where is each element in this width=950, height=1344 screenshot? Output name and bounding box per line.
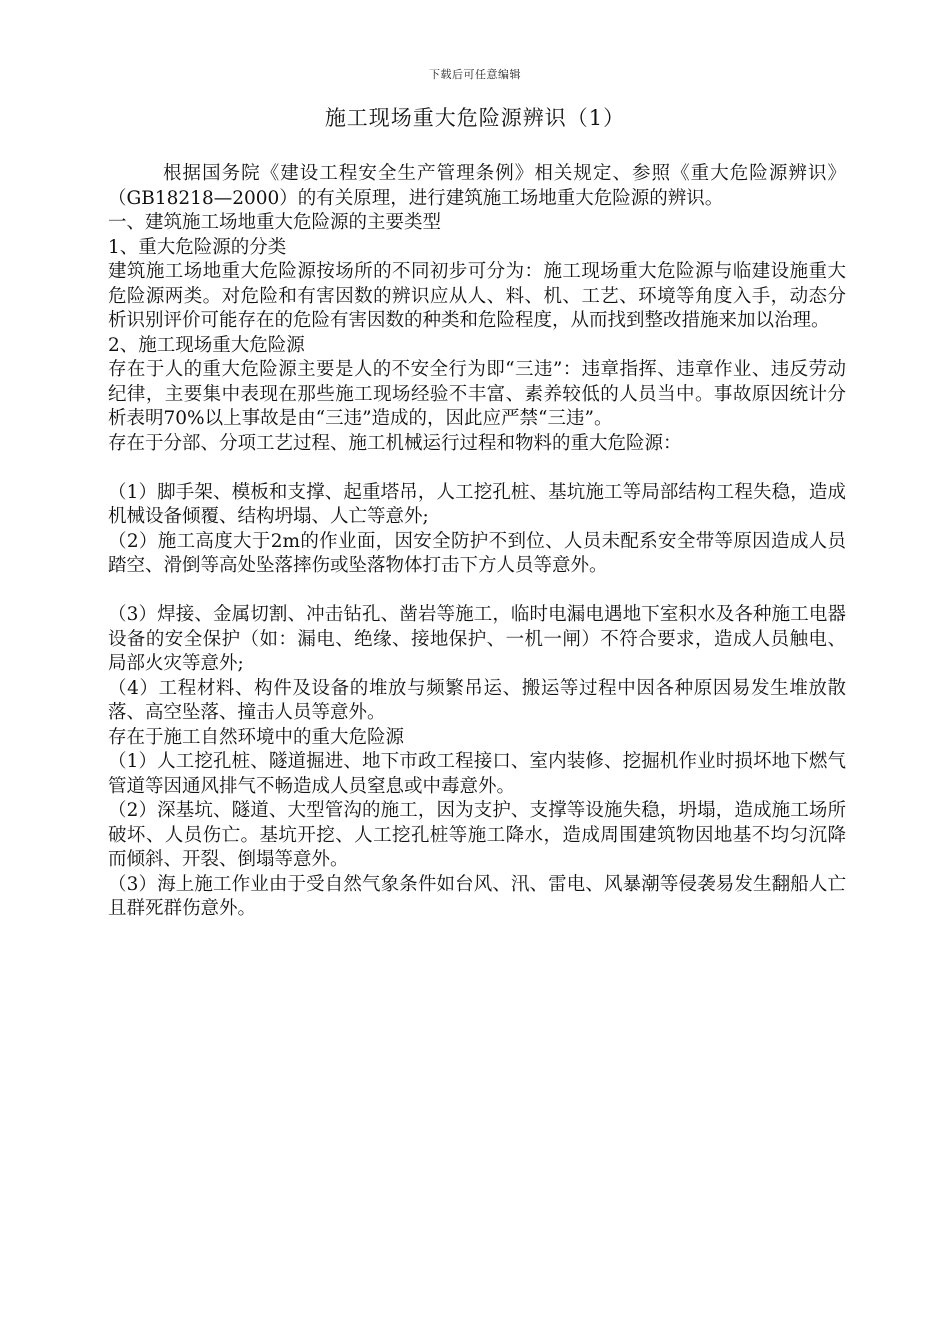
subsection-heading: 1、重大危险源的分类	[108, 236, 287, 258]
body-paragraph: 建筑施工场地重大危险源按场所的不同初步可分为：施工现场重大危险源与临建设施重大危险源两类。对危险和有害因数的辨识应从人、料、机、工艺、环境等角度入手，动态分析识别评价可能存在的危险有害因数的种类和危险程度，从而找到整改措施来加以治理。	[108, 261, 846, 331]
document-body	[108, 162, 846, 922]
header-note: 下载后可任意编辑	[429, 68, 521, 81]
list-item: （2）深基坑、隧道、大型管沟的施工，因为支护、支撑等设施失稳，坍塌，造成施工场所破坏、人员伤亡。基坑开挖、人工挖孔桩等施工降水，造成周围建筑物因地基不均匀沉降而倾斜、开裂、倒塌等意外。	[108, 800, 846, 870]
page-title: 施工现场重大危险源辨识（1）	[324, 106, 626, 130]
paragraph-spacer	[108, 456, 846, 481]
body-paragraph: 存在于分部、分项工艺过程、施工机械运行过程和物料的重大危险源：	[108, 432, 682, 454]
intro-paragraph: 根据国务院《建设工程安全生产管理条例》相关规定、参照《重大危险源辨识》（GB18218—2000）的有关原理，进行建筑施工场地重大危险源的辨识。	[108, 163, 846, 209]
list-item: （1）脚手架、模板和支撑、起重塔吊，人工挖孔桩、基坑施工等局部结构工程失稳，造成机械设备倾覆、结构坍塌、人亡等意外;	[108, 481, 846, 527]
list-item: （3）海上施工作业由于受自然气象条件如台风、汛、雷电、风暴潮等侵袭易发生翻船人亡且群死群伤意外。	[108, 873, 846, 919]
body-paragraph: 存在于人的重大危险源主要是人的不安全行为即“三违”：违章指挥、违章作业、违反劳动纪律，主要集中表现在那些施工现场经验不丰富、素养较低的人员当中。事故原因统计分析表明70%以上事故是由“三违”造成的，因此应严禁“三违”。	[108, 359, 846, 429]
list-item: （2）施工高度大于2m的作业面，因安全防护不到位、人员未配系安全带等原因造成人员踏空、滑倒等高处坠落摔伤或坠落物体打击下方人员等意外。	[108, 530, 846, 576]
paragraph-spacer	[108, 579, 846, 604]
list-item: （3）焊接、金属切割、冲击钻孔、凿岩等施工，临时电漏电遇地下室积水及各种施工电器设备的安全保护（如：漏电、绝缘、接地保护、一机一闸）不符合要求，造成人员触电、局部火灾等意外;	[108, 604, 846, 674]
section-heading: 一、建筑施工场地重大危险源的主要类型	[108, 212, 442, 233]
list-item: （1）人工挖孔桩、隧道掘进、地下市政工程接口、室内装修、挖掘机作业时损坏地下燃气管道等因通风排气不畅造成人员窒息或中毒意外。	[108, 751, 846, 797]
subsection-heading: 2、施工现场重大危险源	[108, 334, 305, 356]
body-paragraph: 存在于施工自然环境中的重大危险源	[108, 726, 405, 748]
list-item: （4）工程材料、构件及设备的堆放与频繁吊运、搬运等过程中因各种原因易发生堆放散落、高空坠落、撞击人员等意外。	[108, 677, 846, 723]
